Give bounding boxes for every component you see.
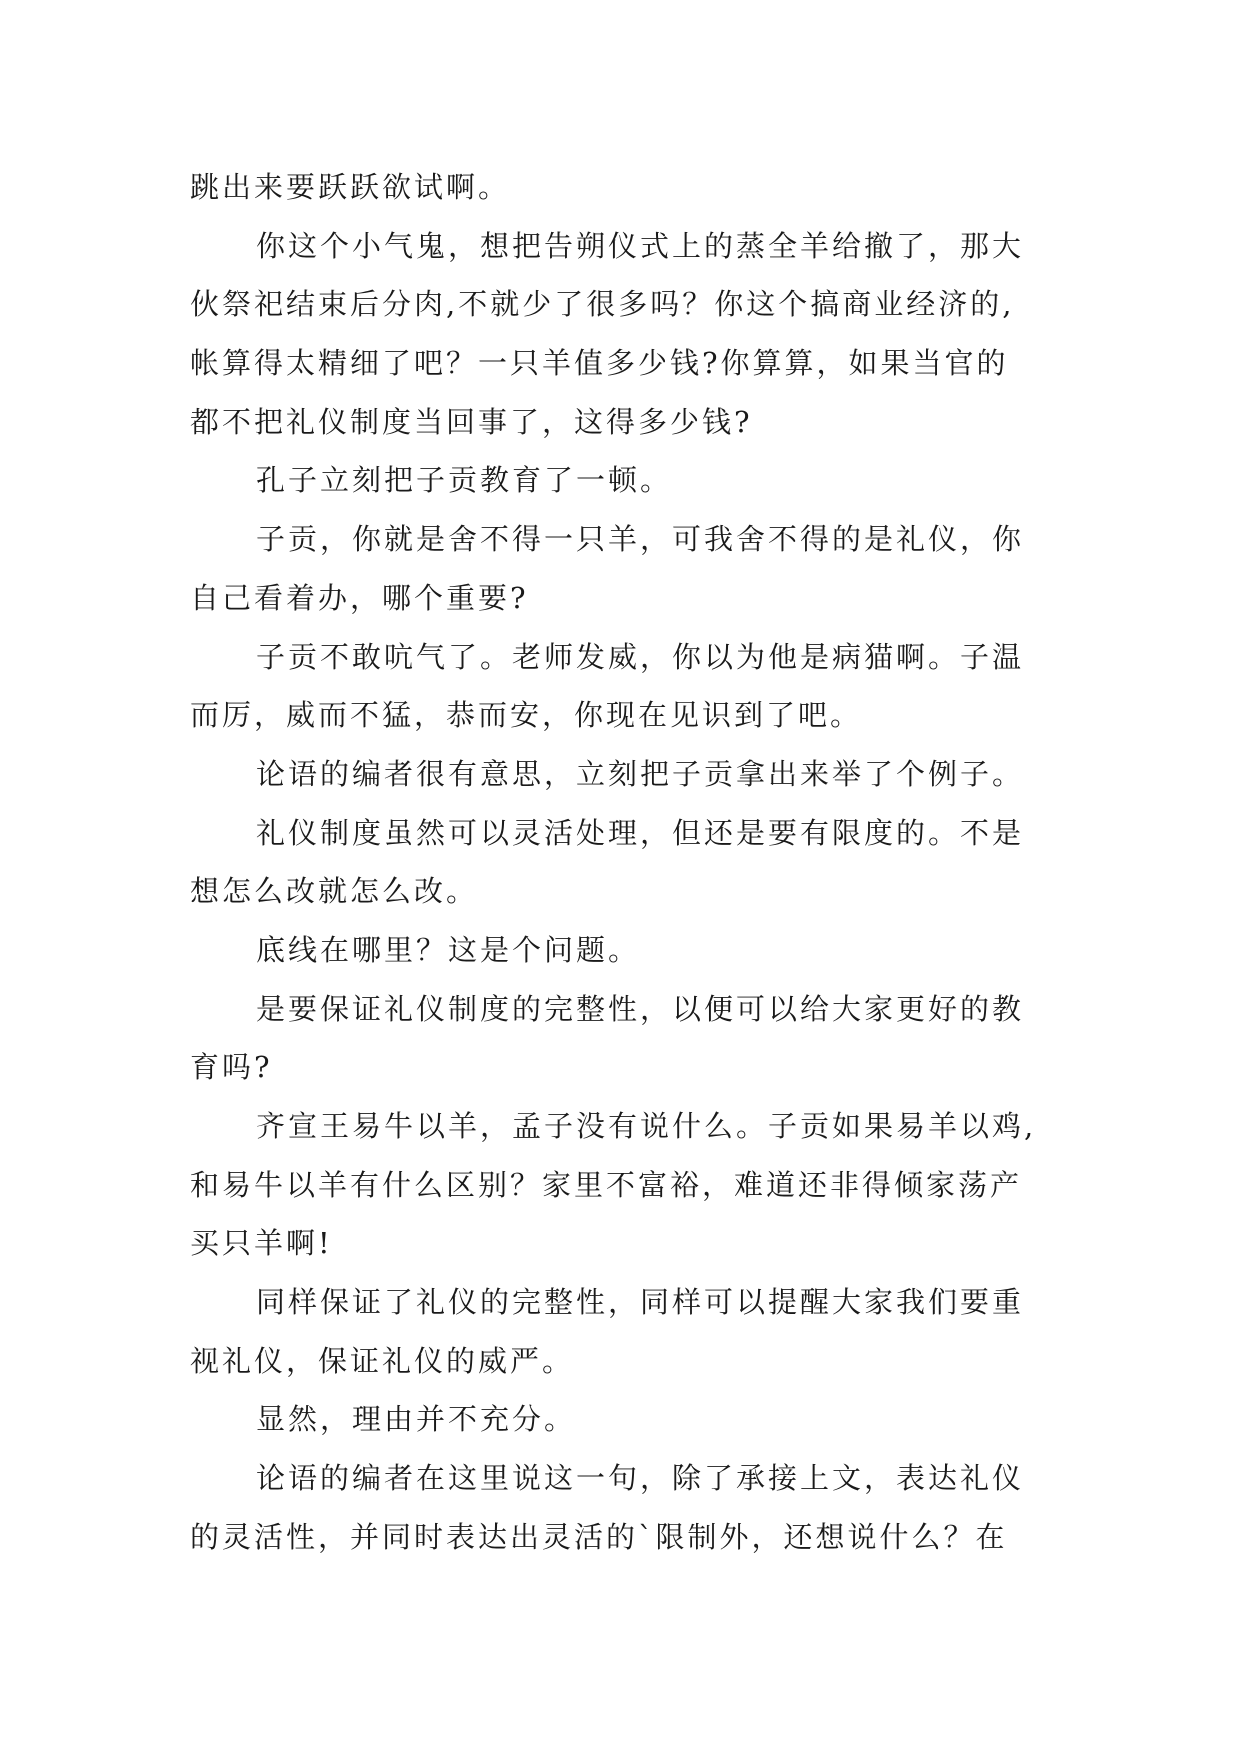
text-line: 显然，理由并不充分。: [256, 1402, 577, 1437]
paragraph: [190, 980, 1090, 1097]
text-line: 论语的编者在这里说这一句，除了承接上文，表达礼仪: [256, 1461, 1025, 1496]
paragraph: [190, 745, 1090, 804]
text-line: 帐算得太精细了吧？一只羊值多少钱?你算算，如果当官的: [190, 346, 1009, 381]
text-line: 齐宣王易牛以羊，孟子没有说什么。子贡如果易羊以鸡,: [256, 1109, 1037, 1143]
text-line: 都不把礼仪制度当回事了，这得多少钱?: [190, 404, 753, 439]
paragraph: [190, 158, 1090, 217]
paragraph: [190, 451, 1090, 510]
text-line: 而厉，威而不猛，恭而安，你现在见识到了吧。: [190, 698, 863, 733]
text-line: 孔子立刻把子贡教育了一顿。: [256, 463, 673, 498]
document-body: [190, 158, 1090, 1567]
text-line: 跳出来要跃跃欲试啊。: [190, 170, 511, 204]
paragraph: [190, 1449, 1090, 1566]
paragraph: [190, 1097, 1090, 1273]
paragraph: [190, 804, 1090, 921]
paragraph: [190, 921, 1090, 980]
text-line: 的灵活性，并同时表达出灵活的`限制外，还想说什么？在: [190, 1519, 1008, 1554]
text-line: 子贡，你就是舍不得一只羊，可我舍不得的是礼仪，你: [256, 522, 1025, 557]
paragraph: [190, 628, 1090, 745]
text-line: 底线在哪里？这是个问题。: [256, 932, 641, 967]
text-line: 礼仪制度虽然可以灵活处理，但还是要有限度的。不是: [256, 815, 1025, 850]
text-line: 和易牛以羊有什么区别？家里不富裕，难道还非得倾家荡产: [190, 1167, 1023, 1202]
text-line: 视礼仪，保证礼仪的威严。: [190, 1343, 575, 1378]
paragraph: [190, 1390, 1090, 1449]
text-line: 同样保证了礼仪的完整性，同样可以提醒大家我们要重: [256, 1285, 1025, 1320]
text-line: 自己看着办，哪个重要?: [190, 580, 529, 615]
text-line: 子贡不敢吭气了。老师发威，你以为他是病猫啊。子温: [256, 639, 1025, 674]
text-line: 论语的编者很有意思，立刻把子贡拿出来举了个例子。: [256, 756, 1025, 791]
text-line: 伙祭祀结束后分肉,不就少了很多吗？你这个搞商业经济的,: [190, 287, 1015, 322]
text-line: 想怎么改就怎么改。: [190, 874, 479, 909]
paragraph: [190, 217, 1090, 452]
paragraph: [190, 1273, 1090, 1390]
text-line: 育吗?: [190, 1050, 273, 1085]
text-line: 你这个小气鬼，想把告朔仪式上的蒸全羊给撤了，那大: [256, 228, 1025, 263]
text-line: 是要保证礼仪制度的完整性，以便可以给大家更好的教: [256, 991, 1025, 1026]
text-line: 买只羊啊!: [190, 1226, 333, 1261]
paragraph: [190, 510, 1090, 627]
